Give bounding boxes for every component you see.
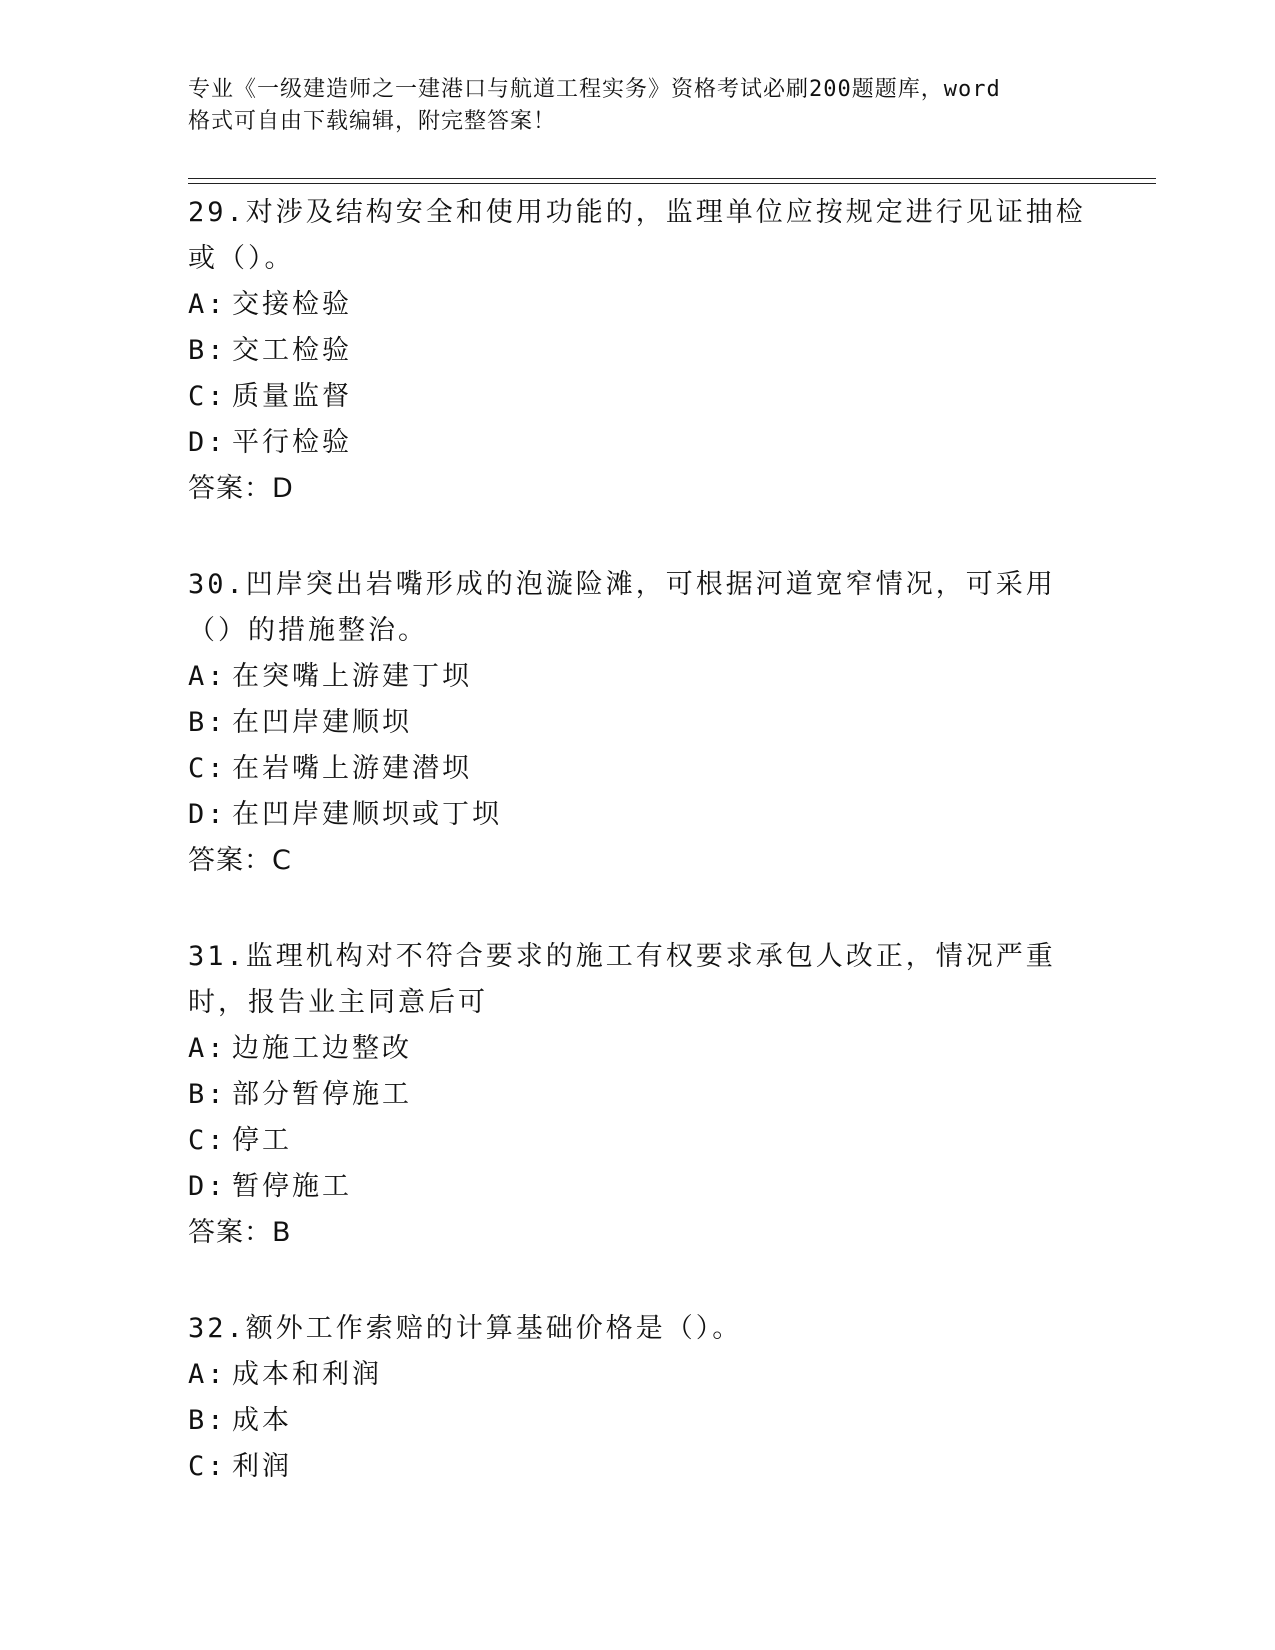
option-letter: A: [188,1359,227,1390]
option-text: 平行检验 [232,427,352,458]
header-divider-bottom [188,183,1156,184]
option-c [188,374,1088,420]
option-d [188,420,1088,466]
option-letter: B: [188,1079,227,1110]
option-text: 利润 [232,1451,292,1482]
option-text: 部分暂停施工 [232,1079,412,1110]
option-letter: B: [188,1405,227,1436]
question-stem: 32.额外工作索赔的计算基础价格是（）。 [188,1313,743,1344]
question-list [188,190,1088,1540]
option-text: 在突嘴上游建丁坝 [232,661,472,692]
option-letter: A: [188,289,227,320]
option-d [188,792,1088,838]
option-d [188,1164,1088,1210]
option-text: 在凹岸建顺坝 [232,707,412,738]
option-b [188,700,1088,746]
option-text: 交工检验 [232,335,352,366]
option-letter: D: [188,799,227,830]
option-letter: C: [188,381,227,412]
option-c [188,1118,1088,1164]
option-letter: D: [188,1171,227,1202]
option-text: 交接检验 [232,289,352,320]
option-b [188,328,1088,374]
question-32 [188,1306,1088,1490]
option-c [188,1444,1088,1490]
option-letter: D: [188,427,227,458]
option-a [188,654,1088,700]
option-letter: C: [188,1451,227,1482]
option-letter: C: [188,1125,227,1156]
question-stem: 30.凹岸突出岩嘴形成的泡漩险滩，可根据河道宽窄情况，可采用（）的措施整治。 [188,569,1056,646]
option-b [188,1398,1088,1444]
option-text: 停工 [232,1125,292,1156]
header-divider-top [188,178,1156,179]
option-text: 在岩嘴上游建潜坝 [232,753,472,784]
question-29 [188,190,1088,512]
option-letter: A: [188,1033,227,1064]
question-30 [188,562,1088,884]
answer-line: 答案：D [188,473,294,504]
option-text: 成本 [232,1405,292,1436]
option-text: 边施工边整改 [232,1033,412,1064]
header-line-2: 格式可自由下载编辑，附完整答案！ [188,109,557,134]
option-letter: A: [188,661,227,692]
option-a [188,1026,1088,1072]
option-text: 质量监督 [232,381,352,412]
question-31 [188,934,1088,1256]
option-b [188,1072,1088,1118]
header-line-1: 专业《一级建造师之一建港口与航道工程实务》资格考试必刷200题题库，word [188,77,1001,102]
question-stem: 29.对涉及结构安全和使用功能的，监理单位应按规定进行见证抽检或（）。 [188,197,1086,274]
option-letter: B: [188,707,227,738]
option-letter: B: [188,335,227,366]
option-a [188,282,1088,328]
answer-line: 答案：C [188,845,292,876]
option-a [188,1352,1088,1398]
option-text: 在凹岸建顺坝或丁坝 [232,799,502,830]
option-text: 暂停施工 [232,1171,352,1202]
question-stem: 31.监理机构对不符合要求的施工有权要求承包人改正，情况严重时，报告业主同意后可 [188,941,1056,1018]
answer-line: 答案：B [188,1217,292,1248]
option-letter: C: [188,753,227,784]
document-header [188,74,1068,138]
option-text: 成本和利润 [232,1359,382,1390]
option-c [188,746,1088,792]
